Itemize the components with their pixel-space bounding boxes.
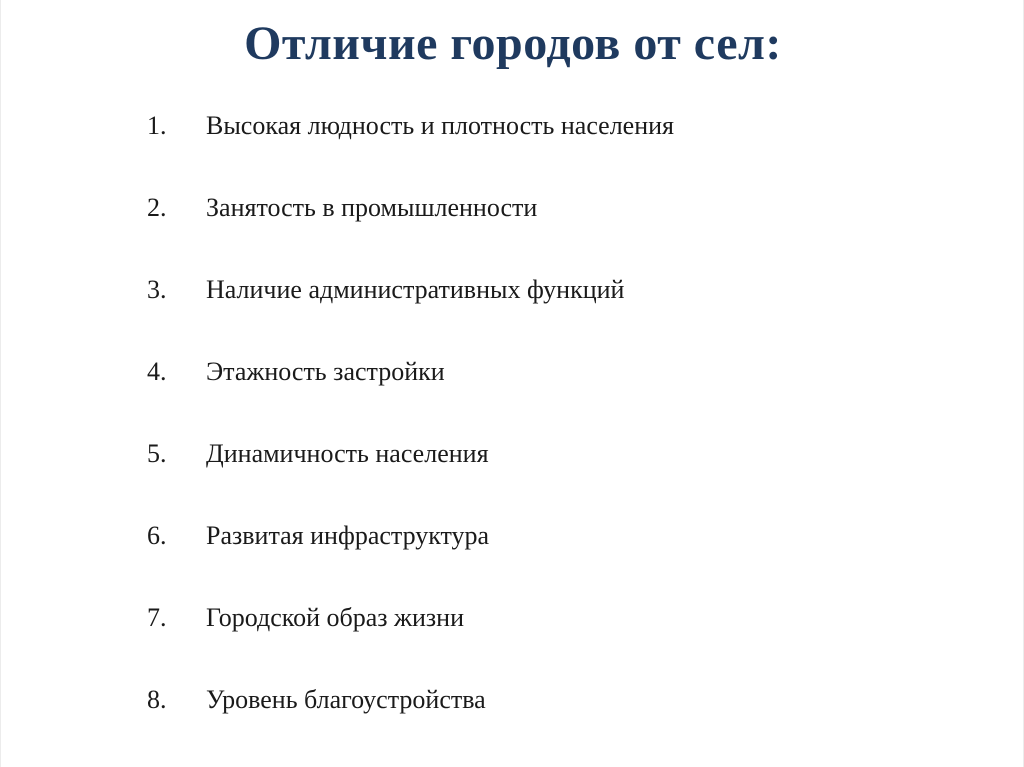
item-number: 5. xyxy=(147,439,167,468)
item-number: 6. xyxy=(147,521,167,550)
feature-list xyxy=(1,104,1024,760)
item-number: 2. xyxy=(147,193,167,222)
list-item xyxy=(1,514,1024,596)
item-text: Уровень благоустройства xyxy=(206,685,486,714)
item-number: 1. xyxy=(147,111,167,140)
list-item xyxy=(1,104,1024,186)
list-item xyxy=(1,268,1024,350)
item-text: Динамичность населения xyxy=(206,439,489,468)
item-text: Занятость в промышленности xyxy=(206,193,538,222)
list-item xyxy=(1,596,1024,678)
slide-title: Отличие городов от сел: xyxy=(244,17,782,70)
item-number: 7. xyxy=(147,603,167,632)
list-item xyxy=(1,678,1024,760)
item-text: Развитая инфраструктура xyxy=(206,521,490,550)
list-item xyxy=(1,432,1024,514)
item-text: Городской образ жизни xyxy=(206,603,465,632)
item-text: Высокая людность и плотность населения xyxy=(206,111,675,140)
item-text: Наличие административных функций xyxy=(206,275,625,304)
list-item xyxy=(1,350,1024,432)
item-text: Этажность застройки xyxy=(206,357,445,386)
list-item xyxy=(1,186,1024,268)
item-number: 8. xyxy=(147,685,167,714)
item-number: 4. xyxy=(147,357,167,386)
item-number: 3. xyxy=(147,275,167,304)
